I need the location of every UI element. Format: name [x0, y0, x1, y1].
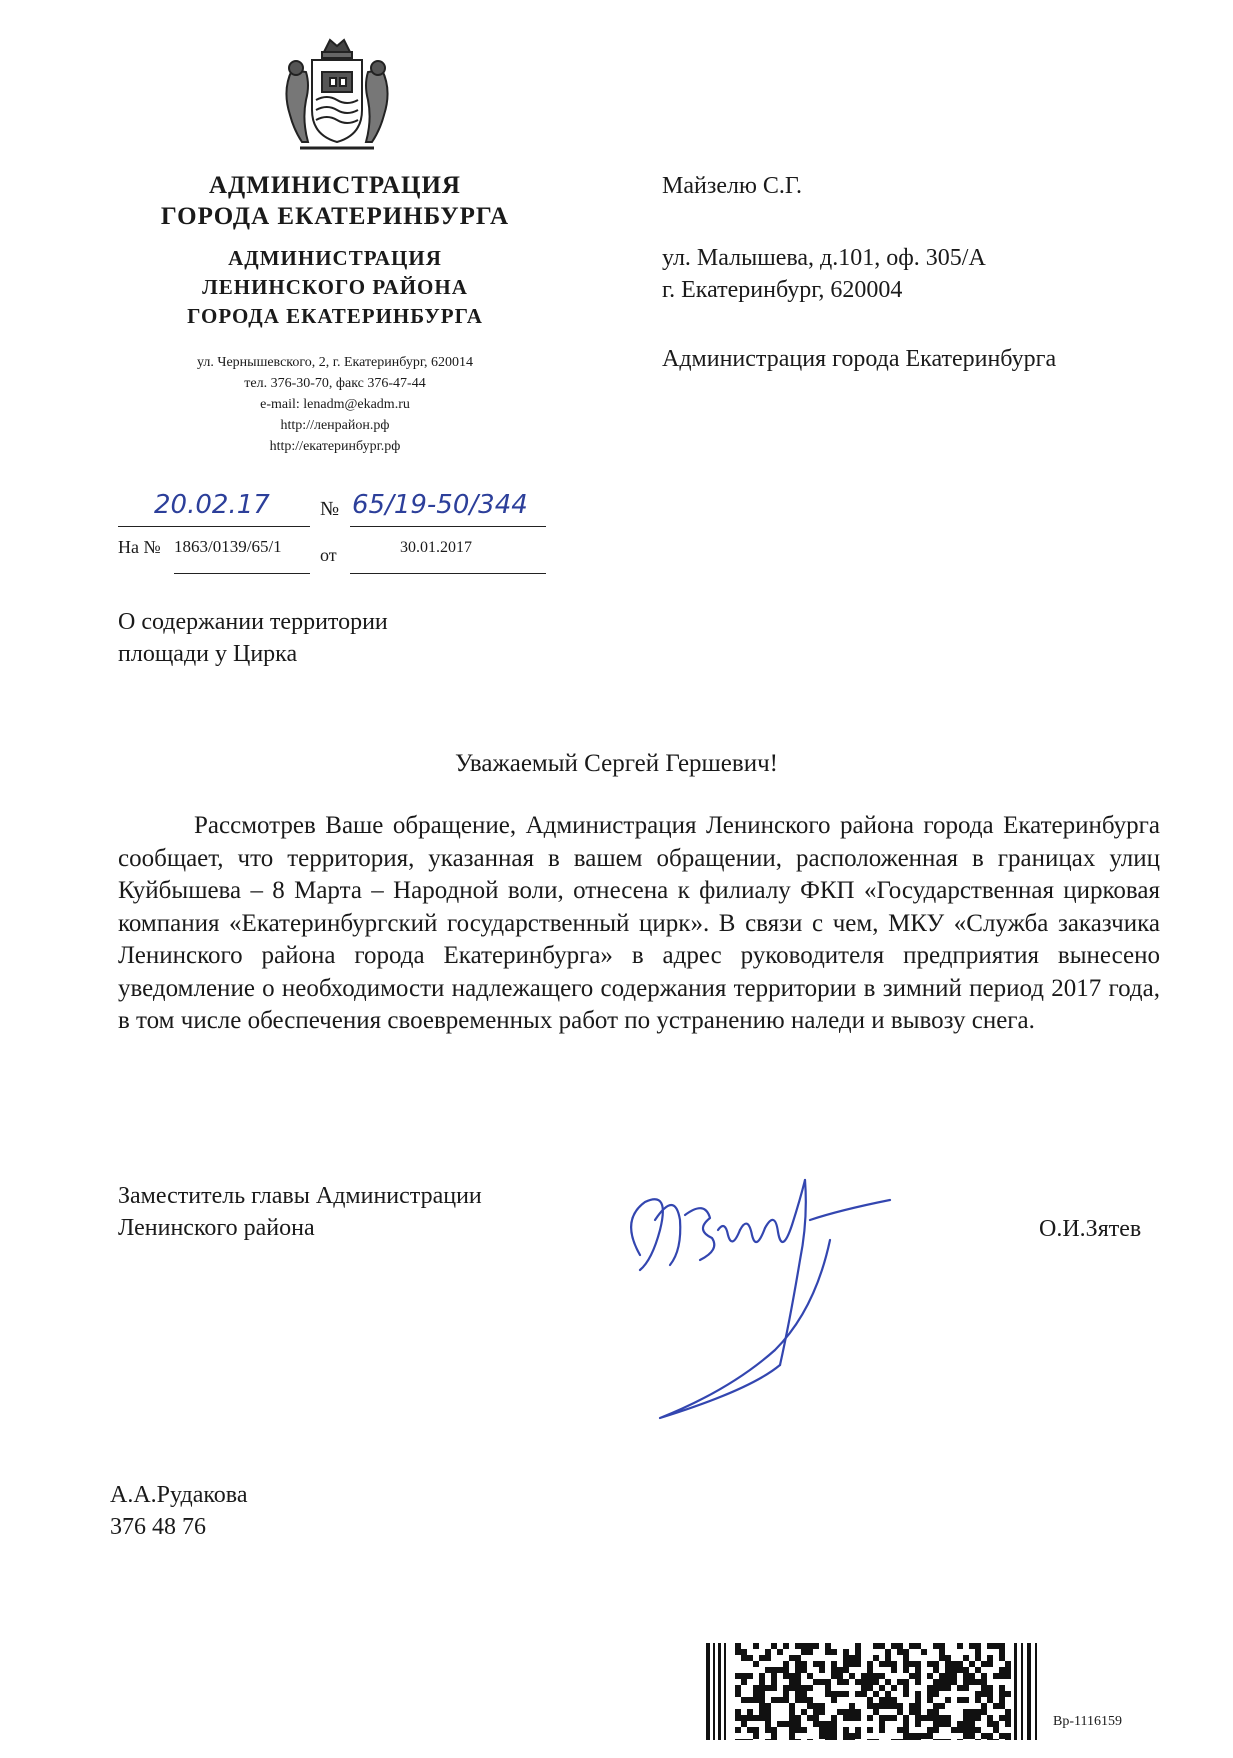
greeting: Уважаемый Сергей Гершевич! [455, 750, 778, 777]
signer-title-line1: Заместитель главы Администрации [118, 1183, 482, 1209]
signer-title-line2: Ленинского района [118, 1215, 315, 1241]
signer-title [118, 1180, 482, 1244]
registration-number: 65/19-50/344 [352, 490, 528, 520]
subject-line1: О содержании территории [118, 609, 388, 635]
executor-phone: 376 48 76 [110, 1514, 206, 1540]
number-sign: № [320, 498, 340, 520]
district-administration-title [100, 244, 570, 331]
district-admin-line3: ГОРОДА ЕКАТЕРИНБУРГА [187, 304, 483, 328]
contacts-block [100, 352, 570, 457]
signer-name: О.И.Зятев [1039, 1216, 1142, 1242]
city-admin-line1: АДМИНИСТРАЦИЯ [209, 172, 461, 199]
city-administration-title [100, 170, 570, 232]
district-admin-line2: ЛЕНИНСКОГО РАЙОНА [202, 275, 468, 299]
contact-address: ул. Чернышевского, 2, г. Екатеринбург, 620014 [196, 355, 474, 370]
handwritten-signature [600, 1160, 1030, 1435]
recipient-city: г. Екатеринбург, 620004 [662, 277, 903, 303]
executor-block [110, 1479, 247, 1543]
recipient-address [662, 242, 986, 306]
reference-label: На № [118, 537, 161, 557]
barcode [706, 1643, 1047, 1740]
reference-date: 30.01.2017 [400, 539, 472, 556]
letter-body: Рассмотрев Ваше обращение, Администрация Ленинского района города Екатеринбурга сообщает, что территория, указанная в вашем обращении, расположенная в границах улиц Куйбышева – 8 Марта – Народной воли, отнесена к филиалу ФКП «Государственная цирковая компания «Екатеринбургский государственный цирк». В связи с чем, МКУ «Служба заказчика Ленинского района города Екатеринбурга» в адрес руководителя предприятия вынесено уведомление о необходимости надлежащего содержания территории в зимний период 2017 года, в том числе обеспечения своевременных работ по устранению наледи и вывозу снега. [118, 812, 1160, 1034]
executor-name: А.А.Рудакова [110, 1482, 248, 1508]
district-admin-line1: АДМИНИСТРАЦИЯ [228, 246, 442, 270]
barcode-id: Вр-1116159 [1053, 1714, 1122, 1729]
recipient-street: ул. Малышева, д.101, оф. 305/А [662, 245, 986, 271]
reference-from-label: от [320, 545, 337, 565]
contact-phone: тел. 376-30-70, факс 376-47-44 [244, 376, 426, 391]
city-admin-line2: ГОРОДА ЕКАТЕРИНБУРГА [160, 203, 510, 230]
subject-line2: площади у Цирка [118, 641, 298, 667]
registration-date: 20.02.17 [154, 490, 270, 520]
recipient-name: Майзелю С.Г. [662, 173, 803, 199]
contact-website-district: http://ленрайон.рф [280, 418, 390, 433]
recipient-organization: Администрация города Екатеринбурга [662, 346, 1057, 372]
reference-number: 1863/0139/65/1 [174, 537, 282, 556]
contact-website-city: http://екатеринбург.рф [269, 439, 401, 454]
letter-subject [118, 606, 388, 670]
contact-email: e-mail: lenadm@ekadm.ru [260, 397, 410, 412]
coat-of-arms-emblem [272, 30, 402, 160]
